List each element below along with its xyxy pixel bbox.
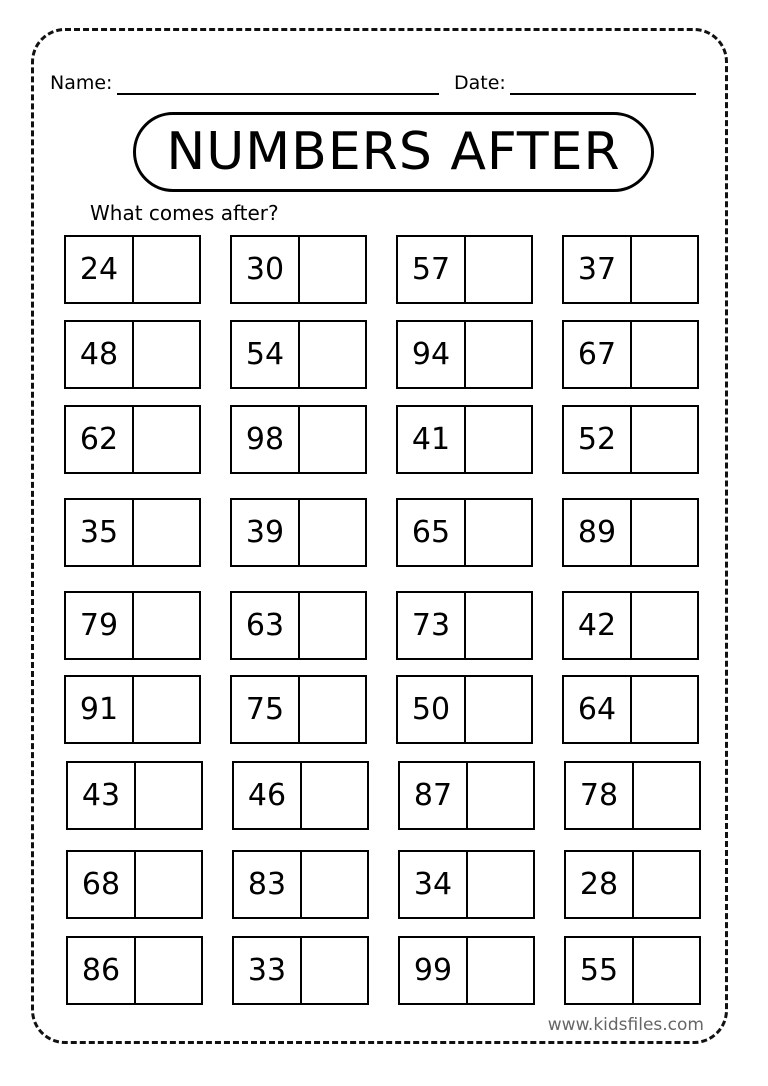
given-number: 99: [400, 938, 468, 1003]
number-cell: [396, 675, 533, 744]
page-title: NUMBERS AFTER: [166, 122, 621, 182]
name-line: [117, 93, 439, 95]
title-banner: [133, 112, 654, 192]
instruction-text: What comes after?: [90, 201, 279, 225]
answer-box[interactable]: [136, 938, 201, 1003]
given-number: 63: [232, 593, 300, 658]
given-number: 57: [398, 237, 466, 302]
number-cell: [396, 498, 533, 567]
number-cell: [230, 405, 367, 474]
given-number: 52: [564, 407, 632, 472]
number-cell: [66, 936, 203, 1005]
answer-box[interactable]: [466, 322, 531, 387]
given-number: 55: [566, 938, 634, 1003]
answer-box[interactable]: [300, 407, 365, 472]
number-cell: [64, 320, 201, 389]
number-cell: [230, 675, 367, 744]
given-number: 28: [566, 852, 634, 917]
answer-box[interactable]: [634, 852, 699, 917]
given-number: 62: [66, 407, 134, 472]
given-number: 65: [398, 500, 466, 565]
answer-box[interactable]: [466, 407, 531, 472]
given-number: 89: [564, 500, 632, 565]
number-cell: [398, 936, 535, 1005]
answer-box[interactable]: [632, 677, 697, 742]
answer-box[interactable]: [468, 763, 533, 828]
number-cell: [64, 235, 201, 304]
given-number: 94: [398, 322, 466, 387]
number-cell: [64, 591, 201, 660]
answer-box[interactable]: [300, 500, 365, 565]
answer-box[interactable]: [632, 500, 697, 565]
number-cell: [64, 675, 201, 744]
date-field: [454, 70, 506, 96]
given-number: 48: [66, 322, 134, 387]
number-cell: [562, 320, 699, 389]
given-number: 39: [232, 500, 300, 565]
given-number: 86: [68, 938, 136, 1003]
number-cell: [232, 850, 369, 919]
answer-box[interactable]: [468, 852, 533, 917]
answer-box[interactable]: [300, 677, 365, 742]
answer-box[interactable]: [300, 237, 365, 302]
answer-box[interactable]: [632, 407, 697, 472]
given-number: 33: [234, 938, 302, 1003]
given-number: 34: [400, 852, 468, 917]
answer-box[interactable]: [468, 938, 533, 1003]
site-credit: www.kidsfiles.com: [547, 1015, 704, 1035]
number-cell: [396, 591, 533, 660]
answer-box[interactable]: [632, 322, 697, 387]
given-number: 75: [232, 677, 300, 742]
number-cell: [232, 761, 369, 830]
number-cell: [396, 405, 533, 474]
number-cell: [230, 498, 367, 567]
given-number: 73: [398, 593, 466, 658]
answer-box[interactable]: [302, 763, 367, 828]
number-cell: [564, 761, 701, 830]
date-line: [510, 93, 696, 95]
answer-box[interactable]: [134, 407, 199, 472]
given-number: 78: [566, 763, 634, 828]
number-cell: [230, 235, 367, 304]
answer-box[interactable]: [302, 938, 367, 1003]
number-cell: [562, 498, 699, 567]
given-number: 50: [398, 677, 466, 742]
date-label: Date:: [454, 72, 506, 94]
answer-box[interactable]: [136, 763, 201, 828]
given-number: 24: [66, 237, 134, 302]
number-cell: [232, 936, 369, 1005]
number-cell: [398, 850, 535, 919]
number-cell: [230, 591, 367, 660]
answer-box[interactable]: [302, 852, 367, 917]
answer-box[interactable]: [634, 938, 699, 1003]
given-number: 42: [564, 593, 632, 658]
answer-box[interactable]: [632, 593, 697, 658]
number-cell: [562, 235, 699, 304]
given-number: 35: [66, 500, 134, 565]
given-number: 64: [564, 677, 632, 742]
answer-box[interactable]: [634, 763, 699, 828]
answer-box[interactable]: [134, 677, 199, 742]
answer-box[interactable]: [632, 237, 697, 302]
number-cell: [562, 591, 699, 660]
number-cell: [64, 498, 201, 567]
answer-box[interactable]: [134, 500, 199, 565]
answer-box[interactable]: [134, 593, 199, 658]
answer-box[interactable]: [300, 593, 365, 658]
given-number: 43: [68, 763, 136, 828]
given-number: 68: [68, 852, 136, 917]
name-label: Name:: [50, 72, 113, 94]
number-cell: [562, 675, 699, 744]
number-cell: [66, 850, 203, 919]
given-number: 37: [564, 237, 632, 302]
given-number: 79: [66, 593, 134, 658]
given-number: 41: [398, 407, 466, 472]
given-number: 46: [234, 763, 302, 828]
given-number: 83: [234, 852, 302, 917]
number-cell: [564, 850, 701, 919]
answer-box[interactable]: [466, 677, 531, 742]
given-number: 87: [400, 763, 468, 828]
given-number: 54: [232, 322, 300, 387]
answer-box[interactable]: [134, 237, 199, 302]
given-number: 91: [66, 677, 134, 742]
answer-box[interactable]: [466, 237, 531, 302]
number-cell: [396, 235, 533, 304]
given-number: 98: [232, 407, 300, 472]
number-cell: [230, 320, 367, 389]
answer-box[interactable]: [134, 322, 199, 387]
number-cell: [66, 761, 203, 830]
answer-box[interactable]: [136, 852, 201, 917]
number-cell: [396, 320, 533, 389]
number-cell: [564, 936, 701, 1005]
answer-box[interactable]: [466, 593, 531, 658]
number-cell: [64, 405, 201, 474]
answer-box[interactable]: [300, 322, 365, 387]
name-field: [50, 70, 112, 96]
number-cell: [398, 761, 535, 830]
number-cell: [562, 405, 699, 474]
given-number: 67: [564, 322, 632, 387]
answer-box[interactable]: [466, 500, 531, 565]
given-number: 30: [232, 237, 300, 302]
